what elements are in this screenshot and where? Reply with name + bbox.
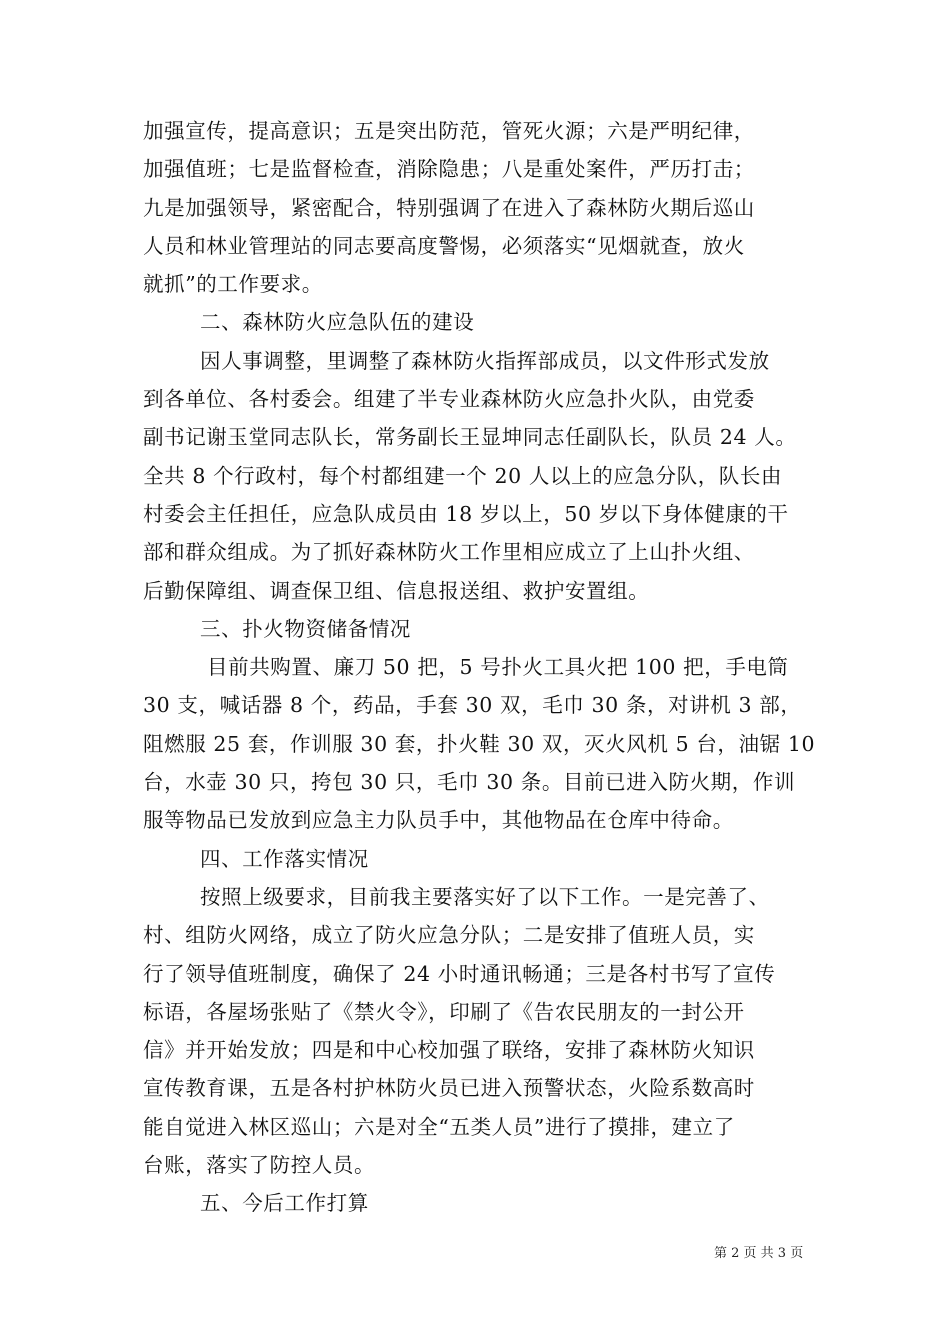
text-line: 信》并开始发放；四是和中心校加强了联络，安排了森林防火知识 (143, 1038, 755, 1063)
text-line: 人员和林业管理站的同志要高度警惕，必须落实“见烟就查，放火 (143, 233, 745, 258)
text-line: 标语，各屋场张贴了《禁火令》，印刷了《告农民朋友的一封公开 (143, 999, 745, 1024)
text-line: 服等物品已发放到应急主力队员手中，其他物品在仓库中待命。 (143, 808, 734, 833)
text-line: 能自觉进入林区巡山；六是对全“五类人员”进行了摸排，建立了 (143, 1114, 735, 1139)
section-heading-3: 三、扑火物资储备情况 (200, 616, 411, 641)
text-line: 九是加强领导，紧密配合，特别强调了在进入了森林防火期后巡山 (143, 195, 755, 220)
text-line: 阻燃服 25 套，作训服 30 套，扑火鞋 30 双，灭火风机 5 台，油锯 10 (143, 731, 816, 756)
body-text (143, 112, 816, 1223)
text-line: 台，水壶 30 只，挎包 30 只，毛巾 30 条。目前已进入防火期，作训 (143, 770, 796, 795)
text-line: 宣传教育课，五是各村护林防火员已进入预警状态，火险系数高时 (143, 1076, 755, 1101)
text-line: 加强值班；七是监督检查，消除隐患；八是重处案件，严历打击； (143, 157, 755, 182)
text-line: 全共 8 个行政村，每个村都组建一个 20 人以上的应急分队，队长由 (143, 463, 783, 488)
text-line: 按照上级要求，目前我主要落实好了以下工作。一是完善了、 (200, 884, 770, 909)
text-line: 就抓”的工作要求。 (143, 272, 323, 297)
text-line: 因人事调整，里调整了森林防火指挥部成员，以文件形式发放 (200, 348, 770, 373)
section-heading-4: 四、工作落实情况 (200, 846, 369, 871)
text-line: 后勤保障组、调查保卫组、信息报送组、救护安置组。 (143, 578, 650, 603)
text-line: 到各单位、各村委会。组建了半专业森林防火应急扑火队，由党委 (143, 387, 755, 412)
section-heading-5: 五、今后工作打算 (200, 1191, 369, 1216)
text-line: 部和群众组成。为了抓好森林防火工作里相应成立了上山扑火组、 (143, 540, 755, 565)
text-line: 副书记谢玉堂同志队长，常务副长王显坤同志任副队长，队员 24 人。 (143, 425, 797, 450)
text-line: 30 支，喊话器 8 个，药品，手套 30 双，毛巾 30 条，对讲机 3 部， (143, 693, 802, 718)
text-line: 目前共购置、廉刀 50 把，5 号扑火工具火把 100 把，手电筒 (207, 655, 789, 680)
text-line: 行了领导值班制度，确保了 24 小时通讯畅通；三是各村书写了宣传 (143, 961, 776, 986)
text-line: 村委会主任担任，应急队成员由 18 岁以上，50 岁以下身体健康的干 (143, 501, 789, 526)
page-number-footer: 第 2 页 共 3 页 (714, 1246, 804, 1261)
text-line: 台账，落实了防控人员。 (143, 1153, 376, 1178)
section-heading-2: 二、森林防火应急队伍的建设 (200, 310, 475, 335)
text-line: 村、组防火网络，成立了防火应急分队；二是安排了值班人员，实 (143, 923, 755, 948)
text-line: 加强宣传，提高意识；五是突出防范，管死火源；六是严明纪律， (143, 119, 755, 143)
